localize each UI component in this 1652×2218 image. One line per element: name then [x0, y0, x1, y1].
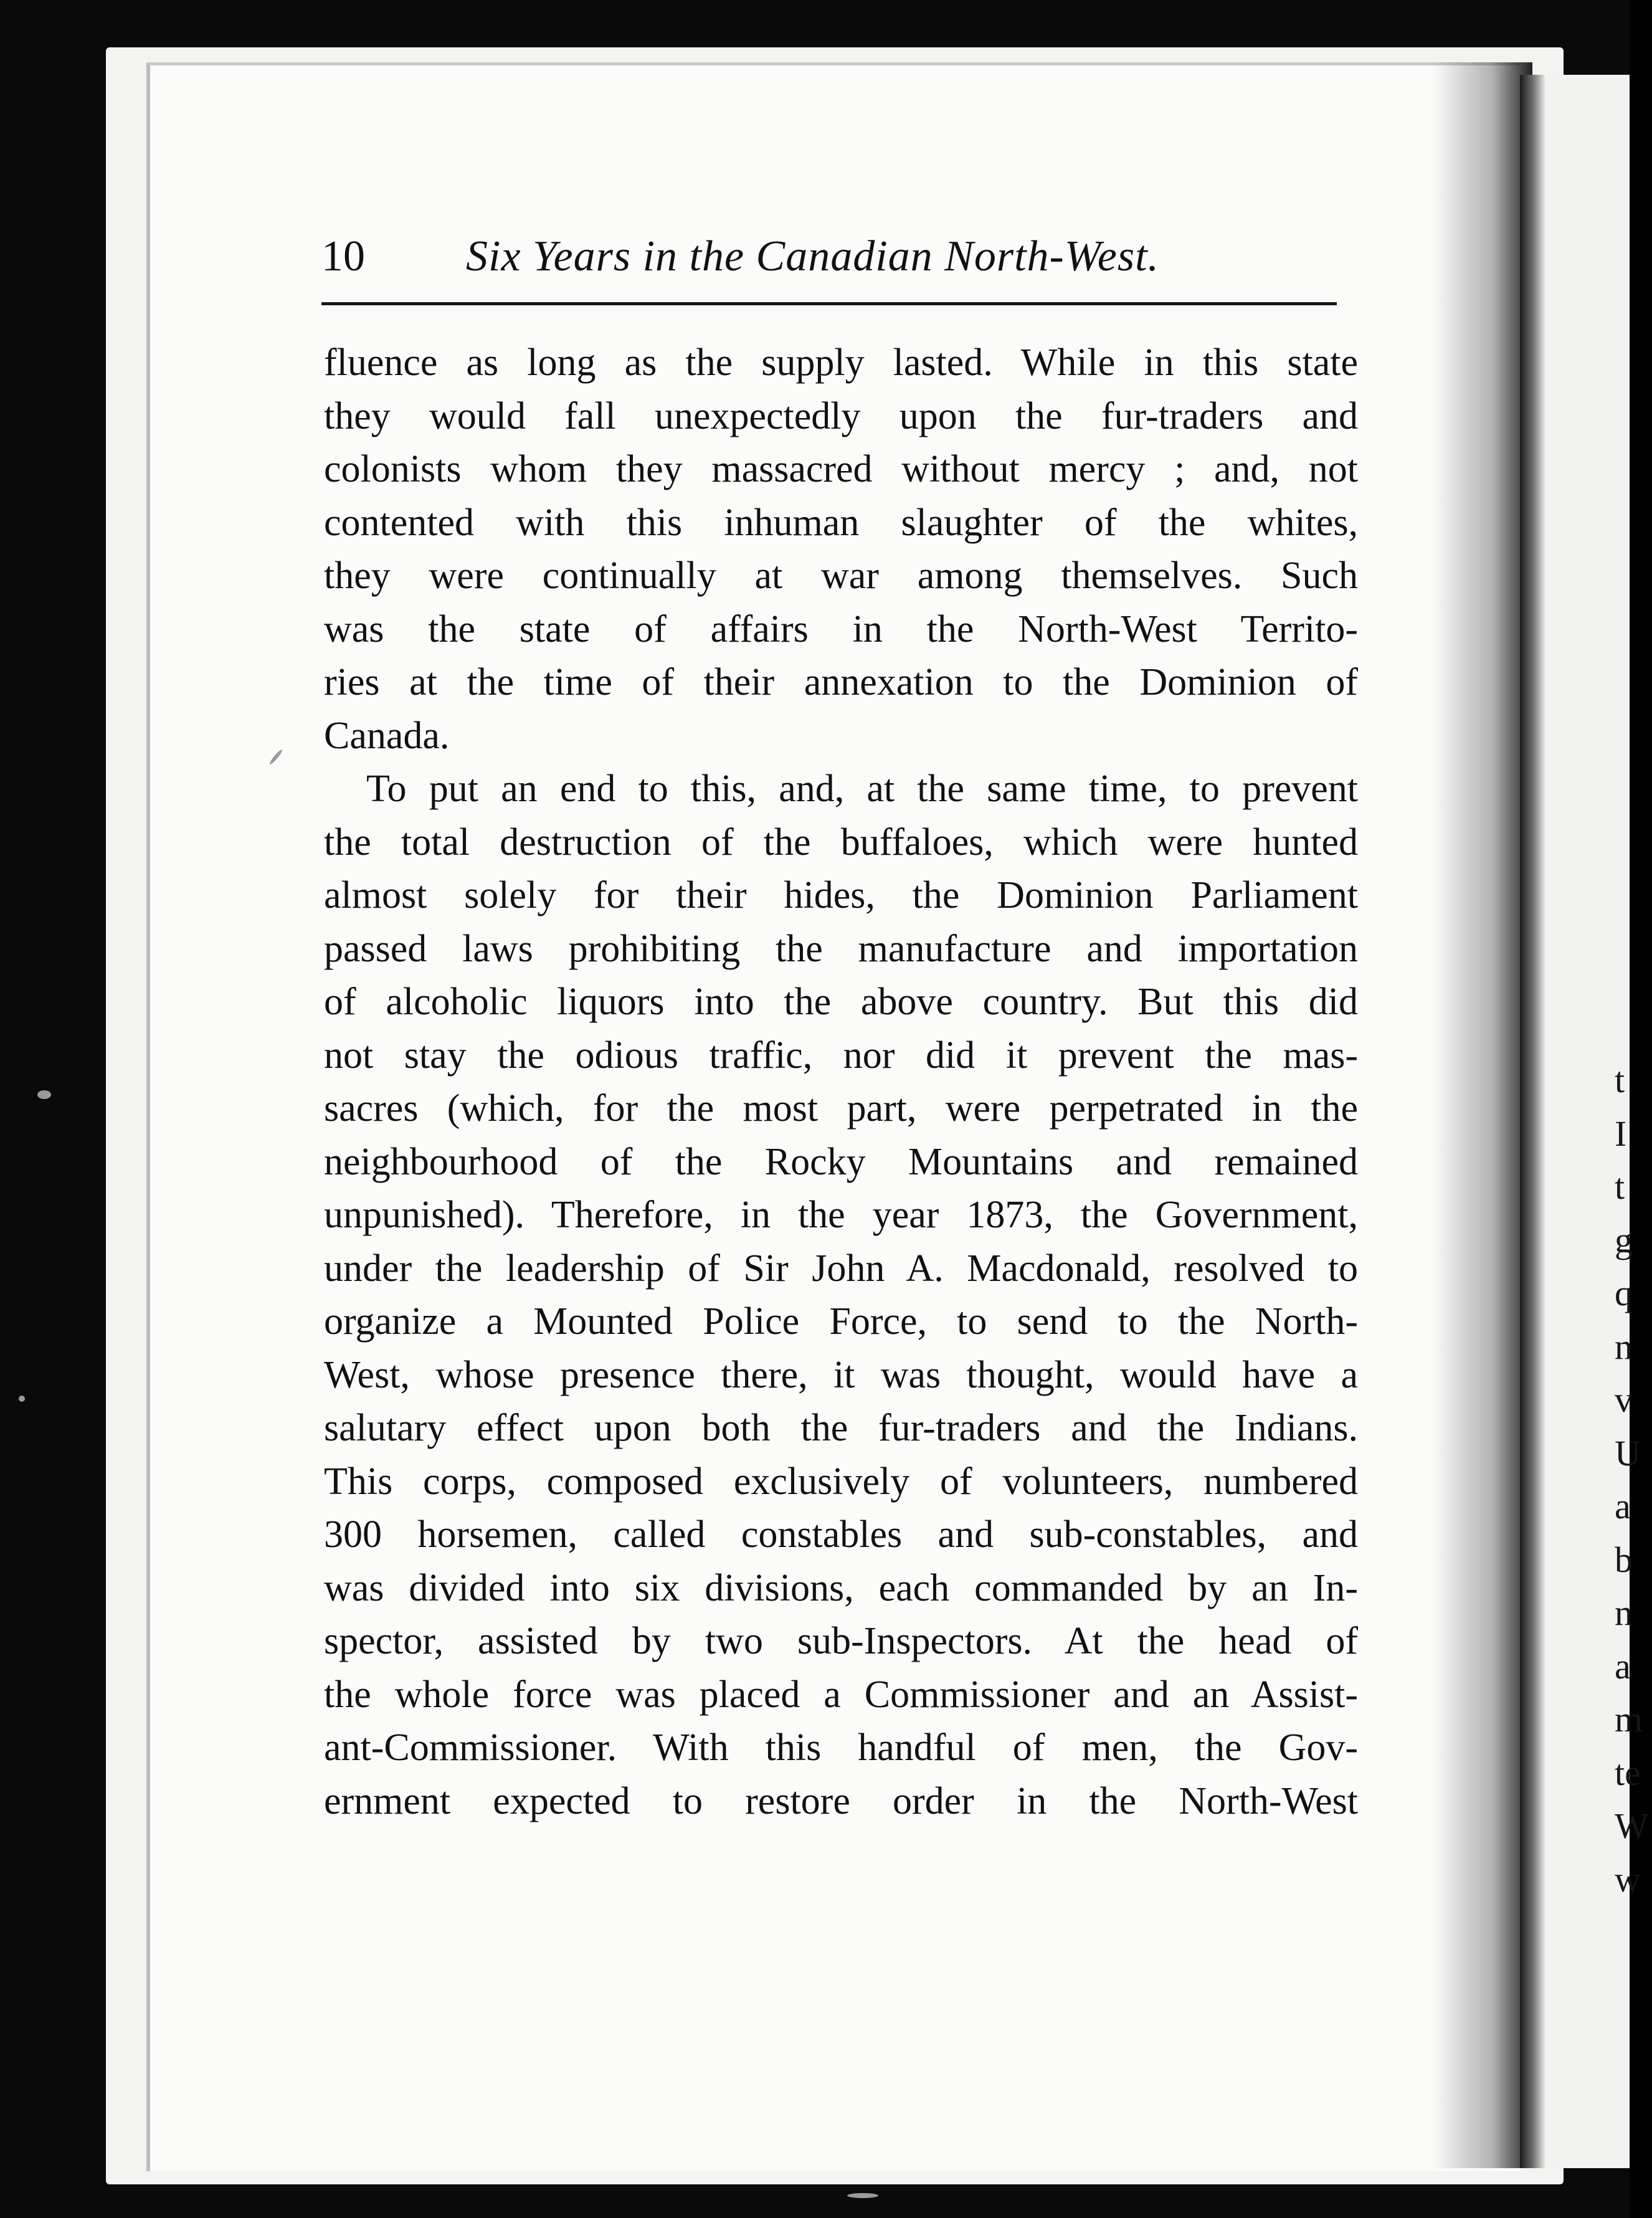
text-line: unpunished). Therefore, in the year 1873, the Government, — [324, 1194, 1358, 1236]
text-line: This corps, composed exclusively of volunteers, numbered — [324, 1460, 1358, 1503]
scan-speck — [19, 1396, 25, 1402]
text-line: colonists whom they massacred without mercy ; and, not — [324, 448, 1358, 490]
text-line: the whole force was placed a Commissioner and an Assist- — [324, 1673, 1358, 1716]
text-line: ant-Commissioner. With this handful of men, the Gov- — [324, 1726, 1358, 1769]
text-line: Canada. — [324, 714, 450, 757]
facing-page-fragment: W — [1615, 1806, 1649, 1846]
running-head — [321, 232, 1343, 288]
text-line: they were continually at war among themselves. Such — [324, 554, 1358, 597]
text-line: neighbourhood of the Rocky Mountains and remained — [324, 1140, 1358, 1183]
facing-page-fragment: U — [1615, 1432, 1641, 1473]
facing-page-fragment: g — [1615, 1219, 1633, 1260]
text-line: was the state of affairs in the North-West Territo- — [324, 607, 1358, 650]
facing-page-fragment: m — [1615, 1699, 1643, 1740]
body-text — [324, 336, 1358, 1828]
facing-page-fragment: n — [1615, 1592, 1633, 1633]
page-number: 10 — [321, 232, 365, 280]
text-line: 300 horsemen, called constables and sub-constables, and — [324, 1513, 1358, 1556]
text-line: To put an end to this, and, at the same time, to prevent — [366, 768, 1358, 810]
scan-speck — [37, 1090, 51, 1099]
scan-speck — [847, 2193, 878, 2198]
facing-page-fragment: a — [1615, 1486, 1631, 1526]
running-head-title: Six Years in the Canadian North-West. — [466, 232, 1160, 280]
facing-page-fragment: I — [1615, 1113, 1627, 1154]
text-line: organize a Mounted Police Force, to send to the North- — [324, 1300, 1358, 1343]
text-line: under the leadership of Sir John A. Macdonald, resolved to — [324, 1247, 1358, 1290]
text-line: spector, assisted by two sub-Inspectors. At the head of — [324, 1620, 1358, 1662]
text-line: they would fall unexpectedly upon the fur-traders and — [324, 394, 1358, 437]
text-line: sacres (which, for the most part, were perpetrated in the — [324, 1087, 1358, 1130]
text-line: West, whose presence there, it was thought, would have a — [324, 1353, 1358, 1396]
text-line: fluence as long as the supply lasted. While in this state — [324, 341, 1358, 384]
facing-page-fragment: te — [1615, 1752, 1641, 1793]
facing-page-fragment: n — [1615, 1326, 1633, 1367]
text-line: was divided into six divisions, each commanded by an In- — [324, 1566, 1358, 1609]
text-line: passed laws prohibiting the manufacture and importation — [324, 927, 1358, 970]
text-line: salutary effect upon both the fur-traders and the Indians. — [324, 1407, 1358, 1449]
text-line: contented with this inhuman slaughter of the whites, — [324, 501, 1358, 544]
facing-page-fragment: w — [1615, 1859, 1641, 1900]
facing-page-fragment: t — [1615, 1060, 1625, 1100]
facing-page-fragment: a — [1615, 1645, 1631, 1687]
gutter-shadow — [1433, 62, 1532, 2168]
book-spine — [1520, 75, 1545, 2168]
text-line: not stay the odious traffic, nor did it prevent the mas- — [324, 1034, 1358, 1077]
text-line: of alcoholic liquors into the above country. But this did — [324, 981, 1358, 1023]
header-rule — [321, 302, 1337, 305]
facing-page-fragment: b — [1615, 1539, 1633, 1580]
text-line: ries at the time of their annexation to the Dominion of — [324, 661, 1358, 703]
text-line: the total destruction of the buffaloes, which were hunted — [324, 821, 1358, 864]
facing-page-fragment: v — [1615, 1379, 1633, 1420]
text-line: almost solely for their hides, the Dominion Parliament — [324, 874, 1358, 916]
facing-page-fragment: q — [1615, 1273, 1633, 1313]
facing-page-fragment: t — [1615, 1166, 1625, 1207]
text-line: ernment expected to restore order in the North-West — [324, 1779, 1358, 1822]
